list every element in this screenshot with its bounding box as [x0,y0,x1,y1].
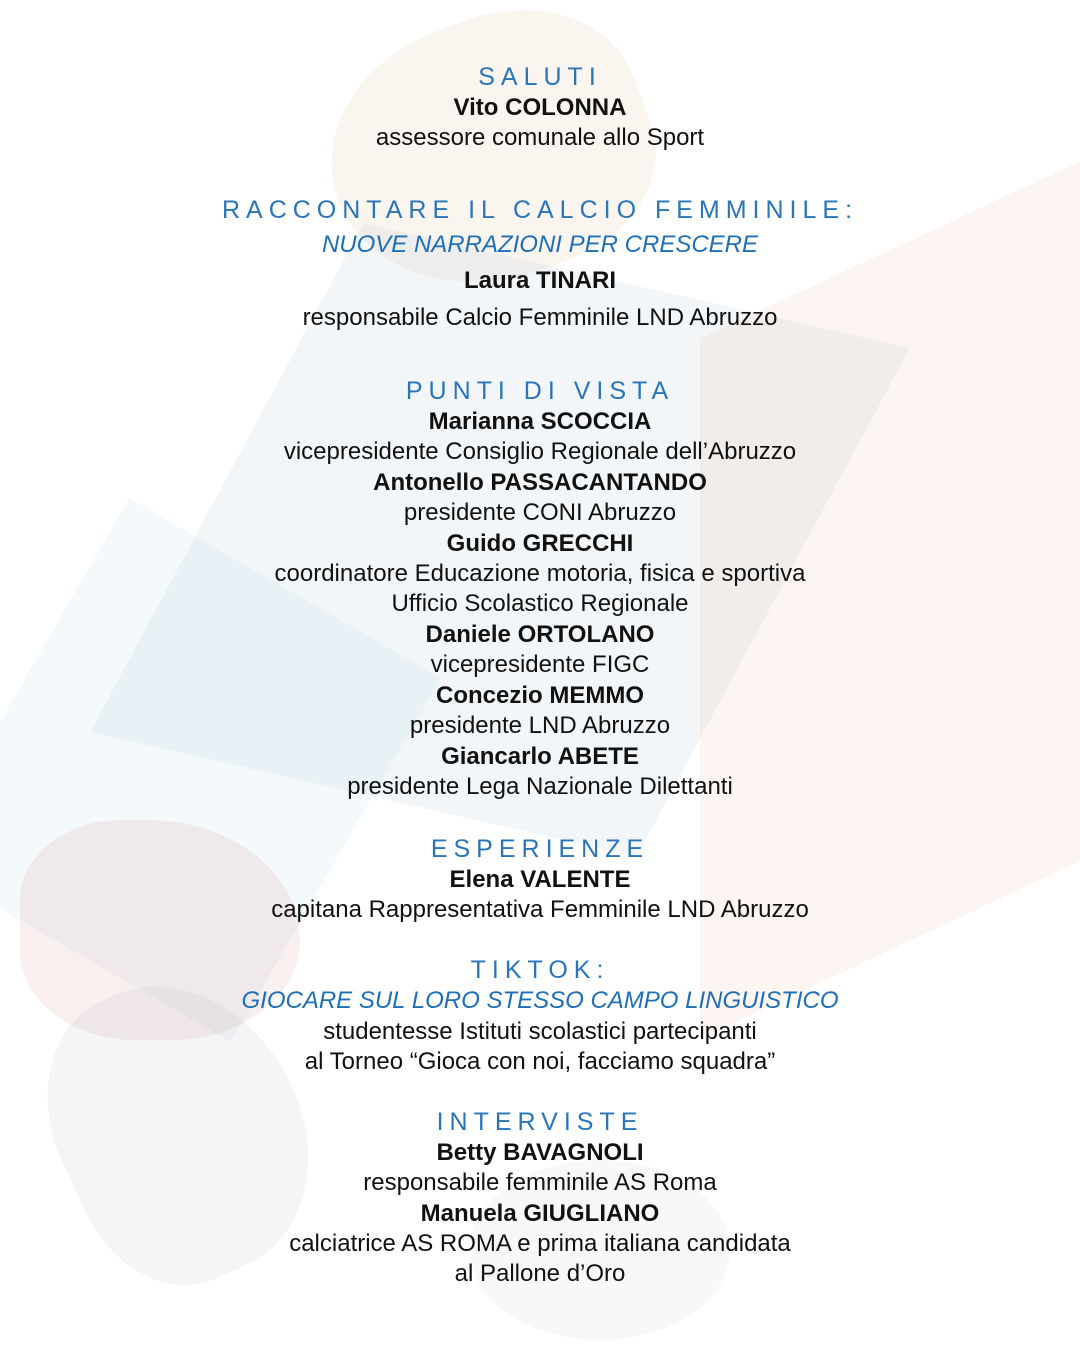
speaker-role: presidente CONI Abruzzo [403,499,677,526]
speaker-name: Antonello PASSACANTANDO [373,469,707,496]
section-subtitle: GIOCARE SUL LORO STESSO CAMPO LINGUISTICO [241,987,839,1014]
speaker-name: Guido GRECCHI [446,530,634,557]
speaker-role: Ufficio Scolastico Regionale [391,590,689,617]
speaker-role: coordinatore Educazione motoria, fisica e sportiva [274,560,806,587]
program-content [0,62,1080,1289]
section-subtitle: NUOVE NARRAZIONI PER CRESCERE [321,231,759,258]
speaker-name: Laura TINARI [463,267,616,294]
speaker-role: al Pallone d’Oro [454,1260,626,1287]
section-esperienze [0,834,1080,925]
speaker-role: vicepresidente Consiglio Regionale dell’Abruzzo [283,438,797,465]
speaker-role: assessore comunale allo Sport [375,124,705,151]
section-line: al Torneo “Gioca con noi, facciamo squadra” [304,1048,776,1075]
section-line: studentesse Istituti scolastici partecipanti [323,1018,757,1045]
speaker-role: calciatrice AS ROMA e prima italiana candidata [289,1230,791,1257]
section-tiktok [0,955,1080,1077]
speaker-role: responsabile femminile AS Roma [363,1169,717,1196]
section-interviste [0,1107,1080,1289]
speaker-name: Concezio MEMMO [436,682,644,709]
speaker-role: capitana Rappresentativa Femminile LND Abruzzo [271,896,809,923]
speaker-name: Giancarlo ABETE [441,743,639,770]
speaker-role: vicepresidente FIGC [430,651,650,678]
section-heading: RACCONTARE IL CALCIO FEMMINILE: [221,196,859,224]
speaker-role: presidente Lega Nazionale Dilettanti [347,773,733,800]
section-heading: PUNTI DI VISTA [405,377,675,405]
speaker-name: Manuela GIUGLIANO [420,1200,660,1227]
speaker-name: Vito COLONNA [453,94,627,121]
speaker-name: Marianna SCOCCIA [428,408,652,435]
section-heading: ESPERIENZE [430,835,650,863]
section-heading: SALUTI [478,63,602,91]
speaker-role: responsabile Calcio Femminile LND Abruzzo [302,304,778,331]
speaker-name: Daniele ORTOLANO [425,621,655,648]
speaker-name: Betty BAVAGNOLI [436,1139,644,1166]
section-raccontare [0,193,1080,337]
section-heading: TIKTOK: [470,956,610,984]
section-saluti [0,62,1080,153]
speaker-role: presidente LND Abruzzo [409,712,671,739]
speaker-name: Elena VALENTE [449,866,631,893]
section-heading: INTERVISTE [436,1108,644,1136]
section-punti-di-vista [0,376,1080,802]
